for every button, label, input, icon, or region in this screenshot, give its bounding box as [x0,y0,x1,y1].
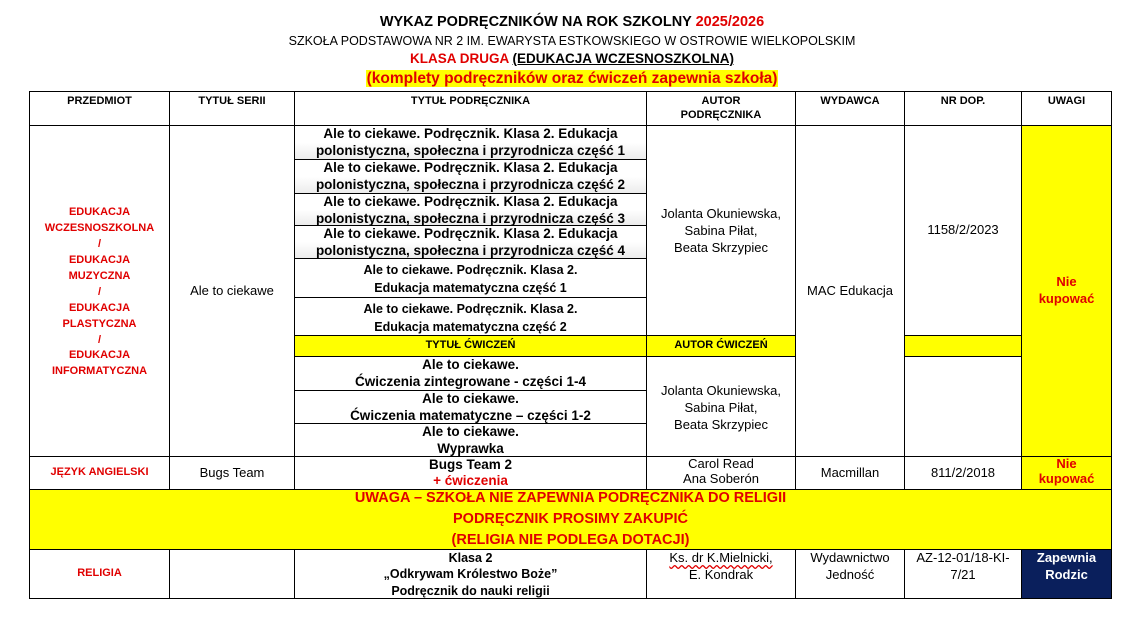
subject-line: EDUKACJA [68,349,131,362]
book-line: „Odkrywam Królestwo Boże” [383,567,558,582]
notice-line: PODRĘCZNIK PROSIMY ZAKUPIĆ [453,511,688,527]
book-line: Ale to ciekawe. Podręcznik. Klasa 2. Edukacja [323,126,618,141]
remark-line: Nie [1056,274,1077,289]
book-line: Ale to ciekawe. Podręcznik. Klasa 2. Edukacja [323,194,618,209]
book-row [294,193,647,226]
col-header-subject: PRZEDMIOT [29,91,170,126]
remark-line: kupować [1038,290,1095,306]
author-line: Jolanta Okuniewska, [661,383,781,398]
author-line: Ks. dr K.Mielnicki, [669,550,773,565]
subject-line: / [97,285,102,298]
book-row [294,159,647,194]
title-prefix: WYKAZ PODRĘCZNIKÓW NA ROK SZKOLNY [379,14,692,30]
author-line: Ana Soberón [683,470,759,486]
book-row [294,258,647,298]
col-header-remarks: UWAGI [1021,91,1112,126]
remark-line: kupować [1038,470,1095,486]
title-year: 2025/2026 [695,14,765,30]
religia-authors [646,549,796,599]
religion-notice-banner [29,489,1112,550]
notice-line: (RELIGIA NIE PODLEGA DOTACJI) [451,532,690,549]
book-line: polonistyczna, społeczna i przyrodnicza część 1 [315,142,626,158]
approval-line: 7/21 [950,566,976,582]
approval-number-religia [904,549,1022,599]
subject-line: EDUKACJA [68,206,131,218]
publisher-line: Wydawnictwo [810,550,890,565]
book-religia [294,549,647,599]
col-header-book-author: AUTOR PODRĘCZNIKA [646,91,796,126]
book-bugs-team [294,456,647,490]
series-religia-empty [169,549,295,599]
exercise-row [294,390,647,424]
book-line: Edukacja matematyczna część 1 [374,281,567,296]
class-heading [0,51,1144,66]
class-name: KLASA DRUGA [409,51,509,66]
subject-religia: RELIGIA [29,549,170,599]
exercises-title-header: TYTUŁ ĆWICZEŃ [294,335,647,357]
book-line: polonistyczna, społeczna i przyrodnicza część 2 [315,176,626,192]
exercise-row [294,356,647,391]
author-line: Jolanta Okuniewska, [661,206,781,221]
book-line: Ale to ciekawe. Podręcznik. Klasa 2. [363,263,578,277]
book-line: Ale to ciekawe. Podręcznik. Klasa 2. Edukacja [323,226,618,241]
exercise-line: Ale to ciekawe. [422,357,519,372]
remark-line: Nie [1056,456,1077,471]
exercise-line: Ćwiczenia zintegrowane - części 1-4 [354,373,587,389]
book-line: Ale to ciekawe. Podręcznik. Klasa 2. [363,302,578,316]
approval-number-english: 811/2/2018 [904,456,1022,490]
supply-note [0,70,1144,88]
exercise-line: Wyprawka [437,440,504,456]
publisher-line: Jedność [825,566,875,582]
exercises-author-header: AUTOR ĆWICZEŃ [646,335,796,357]
remarks-english [1021,456,1112,490]
approval-number: 1158/2/2023 [904,125,1022,336]
subject-line: PLASTYCZNA [62,317,137,330]
subject-line: INFORMATYCZNA [51,365,148,378]
subject-edukacja [29,125,170,457]
subject-line: / [97,237,102,250]
series-ale-to-ciekawe: Ale to ciekawe [169,125,295,457]
notice-line: UWAGA – SZKOŁA NIE ZAPEWNIA PODRĘCZNIKA DO RELIGII [354,489,787,506]
author-line: E. Kondrak [688,566,754,582]
author-line: Carol Read [688,456,754,471]
exercises-approval-empty [904,356,1022,457]
approval-line: AZ-12-01/18-KI- [916,550,1010,565]
book-line: polonistyczna, społeczna i przyrodnicza część 3 [315,210,626,226]
book-line: Podręcznik do nauki religii [391,583,550,598]
col-header-series: TYTUŁ SERII [169,91,295,126]
school-name: SZKOŁA PODSTAWOWA NR 2 IM. EWARYSTA ESTKOWSKIEGO W OSTROWIE WIELKOPOLSKIM [288,34,856,48]
exercise-line: Ale to ciekawe. [422,391,519,406]
book-row [294,297,647,336]
author-line: Sabina Piłat, [684,399,758,415]
book-authors [646,125,796,336]
subject-line: MUZYCZNA [68,269,131,282]
col-header-book-title: TYTUŁ PODRĘCZNIKA [294,91,647,126]
exercise-line: Ale to ciekawe. [422,424,519,439]
remark-line: Rodzic [1045,566,1088,582]
publisher-mac: MAC Edukacja [795,125,905,457]
book-line: polonistyczna, społeczna i przyrodnicza część 4 [315,242,626,258]
book-row [294,225,647,259]
book-row [294,125,647,160]
exercise-row [294,423,647,457]
english-authors [646,456,796,490]
col-header-approval-no: NR DOP. [904,91,1022,126]
author-line: Sabina Piłat, [684,222,758,238]
book-line: Edukacja matematyczna część 2 [374,320,567,335]
publisher-jednosc [795,549,905,599]
subject-english: JĘZYK ANGIELSKI [29,456,170,490]
exercises-empty-cell [904,335,1022,357]
subject-line: EDUKACJA [68,253,131,266]
remark-line: Zapewnia [1036,550,1097,565]
series-bugs-team: Bugs Team [169,456,295,490]
exercise-line: Ćwiczenia matematyczne – części 1-2 [350,407,591,423]
book-extra-line: + ćwiczenia [433,472,508,488]
subject-line: EDUKACJA [68,301,131,314]
class-type: (EDUKACJA WCZESNOSZKOLNA) [512,51,734,66]
book-line: Klasa 2 [448,551,493,565]
author-line: Beata Skrzypiec [674,239,768,255]
subject-line: / [97,333,102,346]
exercise-authors [646,356,796,457]
remarks-nie-kupowac [1021,125,1112,457]
subject-line: WCZESNOSZKOLNA [44,221,155,234]
remarks-zapewnia-rodzic [1021,549,1112,599]
supply-note-text: (komplety podręczników oraz ćwiczeń zapewnia szkoła) [366,70,778,87]
document-title [0,14,1144,30]
book-line: Ale to ciekawe. Podręcznik. Klasa 2. Edukacja [323,160,618,175]
publisher-macmillan: Macmillan [795,456,905,490]
col-header-publisher: WYDAWCA [795,91,905,126]
book-line: Bugs Team 2 [428,457,513,472]
author-line: Beata Skrzypiec [674,416,768,432]
